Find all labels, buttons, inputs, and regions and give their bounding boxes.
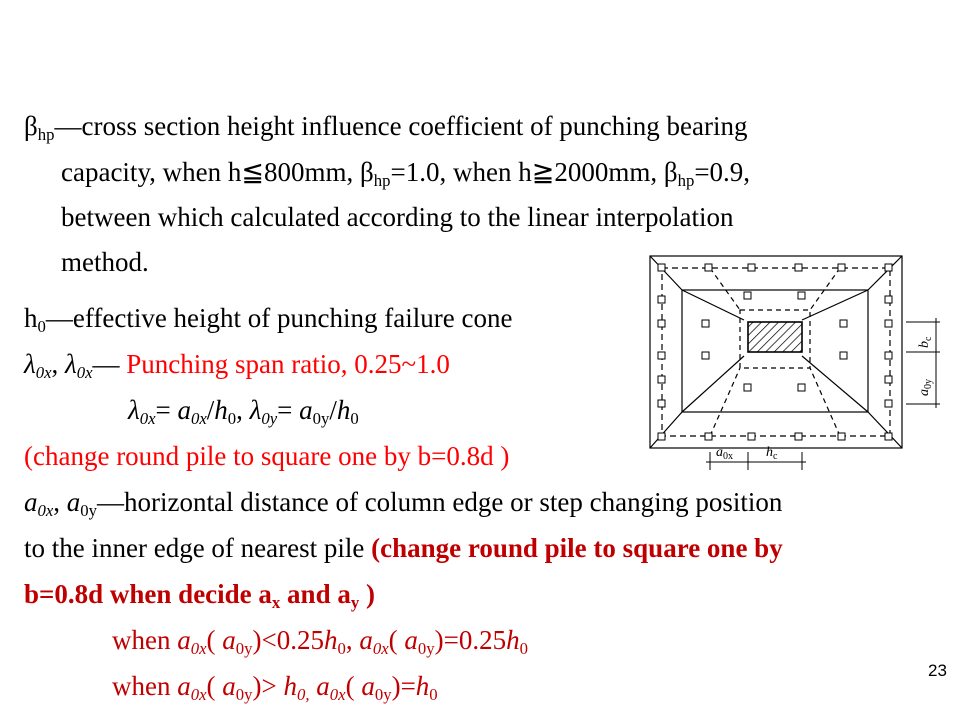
beta-hp-definition-line3: between which calculated according to the linear interpolation (61, 202, 734, 232)
beta-hp-definition-line4: method. (61, 247, 149, 277)
a0x-dimension-label: $a_{0x}$ (716, 445, 733, 462)
condition-lower-bound: when $a_{0x}$( $a_{0y})<0.25h_0$, $a_{0x}$( $a_{0y})=0.25h_0$ (112, 625, 528, 659)
a0y-dimension-label: $a_{0y}$ (917, 379, 934, 396)
page-number: 23 (928, 661, 947, 680)
condition-upper-bound: when $a_{0x}$( $a_{0y})> h_{0,}$ $a_{0x}$( $a_{0y})=h_0$ (112, 671, 438, 705)
hc-dimension-label: $h_c$ (766, 445, 778, 462)
bc-dimension-label: $b_c$ (917, 336, 934, 348)
a0-definition-line3: b=0.8d when decide $a_x$ and $a_y$ ) (24, 579, 375, 613)
lambda-definition: $\lambda_{0x}$, $\lambda_{0x}—$ Punching span ratio, 0.25~1.0 (24, 349, 450, 383)
pile-cap-plan-figure (640, 248, 950, 470)
beta-hp-definition-line1: $\beta_{hp}—cross$ section height influence coefficient of punching bearing (24, 111, 748, 145)
lambda-formula: $\lambda_{0x}= a_{0x}/h_0$, $\lambda_{0y}= a_{0y}/h_0$ (128, 395, 359, 429)
round-pile-note: (change round pile to square one by b=0.8d ) (24, 441, 510, 471)
column-section (748, 322, 802, 352)
a0-definition-line2: to the inner edge of nearest pile (change round pile to square one by (24, 533, 783, 563)
beta-hp-definition-line2: capacity, when h≦800mm, $\beta_{hp}=1.0$, when h≧2000mm, $\beta_{hp}=0.9$, (61, 157, 751, 191)
h0-definition: $h_0—effective$ height of punching failure cone (24, 303, 513, 337)
a0-definition-line1: $a_{0x}$, $a_{0y}—horizontal$ distance of column edge or step changing position (24, 487, 783, 521)
